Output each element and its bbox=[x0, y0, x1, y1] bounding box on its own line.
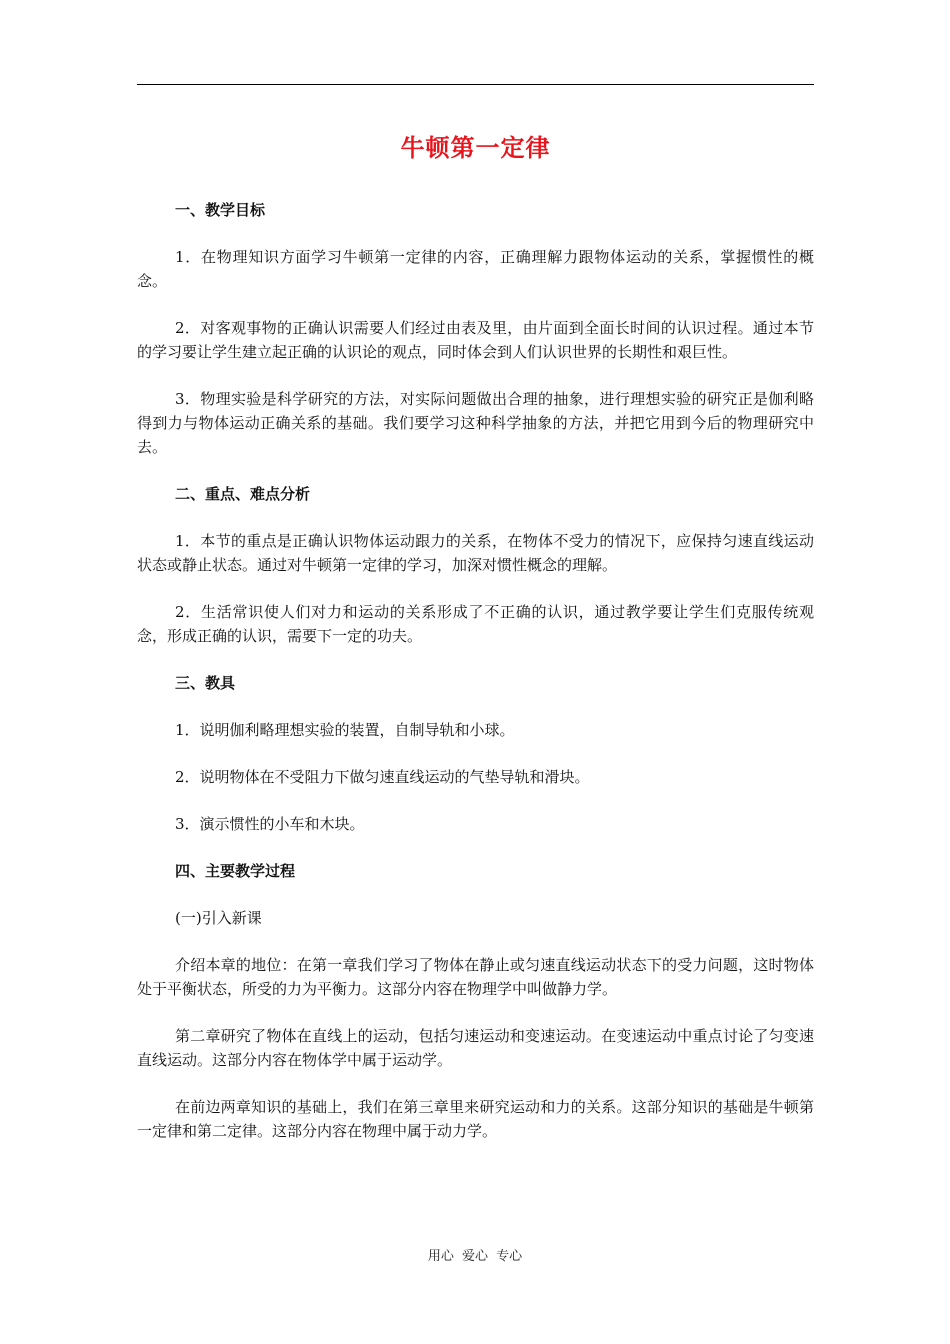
paragraph: 1．本节的重点是正确认识物体运动跟力的关系，在物体不受力的情况下，应保持匀速直线运动状态或静止状态。通过对牛顿第一定律的学习，加深对惯性概念的理解。 bbox=[137, 532, 814, 574]
section-heading-equipment: 三、教具 bbox=[175, 674, 236, 692]
page-footer: 用心 爱心 专心 bbox=[427, 1249, 523, 1264]
paragraph: 3．物理实验是科学研究的方法，对实际问题做出合理的抽象，进行理想实验的研究正是伽利略得到力与物体运动正确关系的基础。我们要学习这种科学抽象的方法，并把它用到今后的物理研究中去。 bbox=[137, 390, 814, 456]
paragraph: 2．生活常识使人们对力和运动的关系形成了不正确的认识，通过教学要让学生们克服传统观念，形成正确的认识，需要下一定的功夫。 bbox=[137, 603, 814, 645]
paragraph: 第二章研究了物体在直线上的运动，包括匀速运动和变速运动。在变速运动中重点讨论了匀变速直线运动。这部分内容在物体学中属于运动学。 bbox=[137, 1027, 814, 1069]
paragraph: 在前边两章知识的基础上，我们在第三章里来研究运动和力的关系。这部分知识的基础是牛顿第一定律和第二定律。这部分内容在物理中属于动力学。 bbox=[137, 1098, 814, 1140]
paragraph: 1．在物理知识方面学习牛顿第一定律的内容，正确理解力跟物体运动的关系，掌握惯性的概念。 bbox=[137, 248, 814, 290]
paragraph: 1．说明伽利略理想实验的装置，自制导轨和小球。 bbox=[175, 721, 515, 739]
document-title: 牛顿第一定律 bbox=[400, 134, 551, 162]
paragraph: 介绍本章的地位：在第一章我们学习了物体在静止或匀速直线运动状态下的受力问题，这时物体处于平衡状态，所受的力为平衡力。这部分内容在物理学中叫做静力学。 bbox=[137, 956, 814, 998]
header-rule bbox=[137, 84, 814, 85]
document-body bbox=[137, 198, 814, 1143]
section-heading-process: 四、主要教学过程 bbox=[175, 862, 296, 880]
section-heading-key-points: 二、重点、难点分析 bbox=[175, 485, 311, 503]
paragraph: 2．说明物体在不受阻力下做匀速直线运动的气垫导轨和滑块。 bbox=[175, 768, 590, 786]
subsection-heading: (一)引入新课 bbox=[175, 909, 262, 927]
paragraph: 3．演示惯性的小车和木块。 bbox=[175, 815, 365, 833]
section-heading-objectives: 一、教学目标 bbox=[175, 201, 266, 219]
paragraph: 2．对客观事物的正确认识需要人们经过由表及里，由片面到全面长时间的认识过程。通过本节的学习要让学生建立起正确的认识论的观点，同时体会到人们认识世界的长期性和艰巨性。 bbox=[137, 319, 814, 361]
